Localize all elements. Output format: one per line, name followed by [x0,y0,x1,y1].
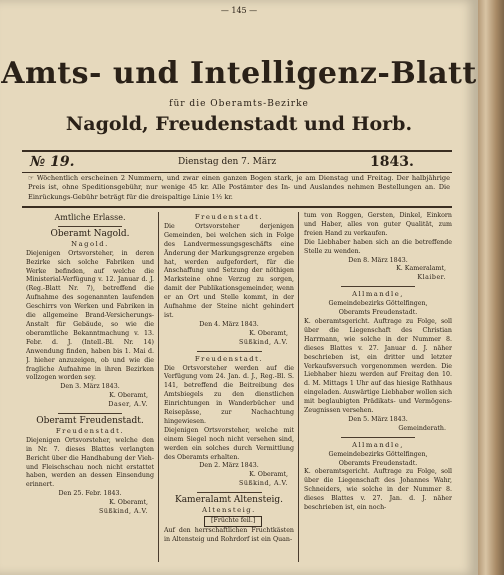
signature-name: Süßkind, A.V. [99,508,148,516]
place-name: Allmandle, [352,290,404,299]
top-rule [22,150,452,152]
district-line: Gemeindebezirks Göttelfingen, [328,450,428,458]
notice-text: Diejenigen Ortsvorsteher, welche mit einem Siegel noch nicht versehen sind, werden ein solches durch Vermittlung des Oberamts erhalten. [164,426,294,461]
divider [58,413,122,414]
notice-text: Die Ortsvorsteher derjenigen Gemeinden, bei welchen sich in Folge des Landvermessungsgeschäfts eine Änderung der Markungsgrenze ergeben hat, werden aufgefordert, für die Anschaffung und Setzung der nöthigen Marksteine ohne Verzug zu sorgen, damit der Publikationsgemeinder, wenn er an Ort und Stelle kommt, in der Aufnahme der Steine nicht gehindert ist. [164,222,294,319]
masthead-towns: Nagold, Freudenstadt und Horb. [65,113,413,135]
issue-number: № 19. [30,154,75,170]
page-number: — 145 — [220,6,258,15]
divider [341,286,415,287]
issue-row [30,154,430,172]
notice-date: Den 2. März 1843. [199,462,259,470]
book-spine [478,0,504,575]
district-line: Oberamts Freudenstadt. [338,309,418,317]
notice-date: Den 25. Febr. 1843. [58,490,122,498]
divider [341,437,415,438]
masthead-subtitle: für die Oberamts-Bezirke [169,99,309,109]
notice-text: Auf den herrschaftlichen Fruchtkästen in Altensteig und Rohrdorf ist ein Quan- [164,526,294,543]
notice-date: Den 5. März 1843. [348,415,408,423]
column-rule [158,212,159,562]
section-heading: Amtliche Erlasse. [54,213,126,222]
notice-text: K. oberamtsgericht. Auftrage zu Folge, soll über die Liegenschaft des Christian Harrmann, wie solche in der Nummer 8. dieses Blattes v. 27. Januar d. J. näher beschrieben ist, ein dritter und letzter Verkaufsversuch vorgenommen werden. Die Liebhaber hiezu werden auf Freitag den 10. d. M. Mittags 1 Uhr auf das hiesige Rathhaus eingeladen. Auswärtige Liebhaber wollen sich mit beglaubigten Prädikats- und Vermögens-Zeugnissen versehen. [304,317,452,415]
place-name: Allmandle, [352,440,404,449]
divider [197,351,262,352]
notice-text: K. oberamtsgericht. Auftrage zu Folge, soll über die Liegenschaft des Johannes Wahr, Schneiders, wie solche in der Nummer 8. dieses Blattes v. 27. Jan. d. J. näher beschrieben ist, ein noch- [304,468,452,512]
masthead-title: Amts- und Intelligenz-Blatt [1,56,477,91]
place-name: Freudenstadt. [194,354,264,363]
signature-office: K. Oberamt, [249,471,288,479]
signature-office: K. Oberamt, [109,499,148,507]
signature-office: K. Kameralamt, [396,265,446,273]
column-rule [298,212,299,562]
issue-date: Dienstag den 7. März [178,157,277,167]
office-heading: Oberamt Nagold. [50,228,130,239]
office-heading: Kameralamt Altensteig. [174,495,284,506]
notice-text: tum von Roggen, Gersten, Dinkel, Einkorn und Haber, alles von guter Qualität, zum freien Hand zu verkaufen. [304,212,452,237]
notice-text: Diejenigen Ortsvorsteher, in deren Bezirke sich solche Fabriken und Werke befinden, auf welche die Ministerial-Verfügung v. 12. Januar d. J. (Reg.-Blatt Nr. 7), betreffend die Aufnahme des sogenannten laufenden Geschirrs von Werken und Fabriken in die allgemeine Brand-Versicherungs-Anstalt für Gebäude, so wie die oberamtliche Bekanntmachung v. 13. Febr. d. J. (Intell.-Bl. Nr. 14) Anwendung finden, haben bis 1. Mai d. J. hieher anzuzeigen, ob und wie die fragliche Aufnahme in ihren Bezirken vollzogen worden sey. [26,249,154,382]
place-name: Freudenstadt. [194,213,264,221]
signature-office: K. Oberamt, [109,392,148,400]
signature-office: K. Oberamt, [249,329,288,337]
office-heading: Oberamt Freudenstadt. [36,416,144,427]
place-name: Freudenstadt. [55,426,125,435]
notice-date: Den 3. März 1843. [60,383,120,391]
notice-date: Den 4. März 1843. [199,320,259,328]
notice-text: Diejenigen Ortsvorsteher, welche den in Nr. 7. dieses Blattes verlangten Bericht über die Handhabung der Vieh- und Fleischschau noch nicht erstattet haben, werden an dessen Einsendung erinnert. [26,436,154,489]
divider [197,492,262,493]
issue-rule [22,172,452,173]
column-2 [164,212,294,567]
signature-office: Gemeinderath. [398,424,446,432]
signature-name: Süßkind, A.V. [239,338,288,346]
divider [58,226,122,227]
column-3 [304,212,452,567]
district-line: Gemeindebezirks Göttelfingen, [328,300,428,308]
signature-name: Daser, A.V. [108,401,148,409]
district-line: Oberamts Freudenstadt. [338,459,418,467]
column-1 [26,212,154,567]
issue-year: 1843. [370,154,414,170]
notice-text: Die Ortsvorsteher werden auf die Verfügung vom 24. Jan. d. J., Reg.-Bl. S. 141, betreffend die Beitreibung des Amtsbiegels zu den dienstlichen Einrichtungen in Wanderbücher und Reisepässe, zur Nachachtung hingewiesen. [164,364,294,425]
signature-name: Süßkind, A.V. [239,480,288,488]
subscription-notice: ☞ Wöchentlich erscheinen 2 Nummern, und zwar einen ganzen Bogen stark, je am Dienstag und Freitag. Der halbjährige Preis ist, ohne Speditionsgebühr, nur wenige 45 kr. Alle Postämter des In- und Auslandes nehmen Bestellungen an. Die Einrückungs-Gebühr beträgt für die dreispaltige Linie 1½ kr. [28,174,450,201]
signature-name: Klaiber. [417,274,446,282]
place-name: Nagold. [71,239,109,248]
notice-text: Die Liebhaber haben sich an die betreffende Stelle zu wenden. [304,238,452,255]
notice-date: Den 8. März 1843. [348,256,408,264]
place-name: Altensteig. [202,506,256,515]
boxed-subheading: [Früchte feil.] [204,516,262,527]
notice-rule [22,206,452,208]
